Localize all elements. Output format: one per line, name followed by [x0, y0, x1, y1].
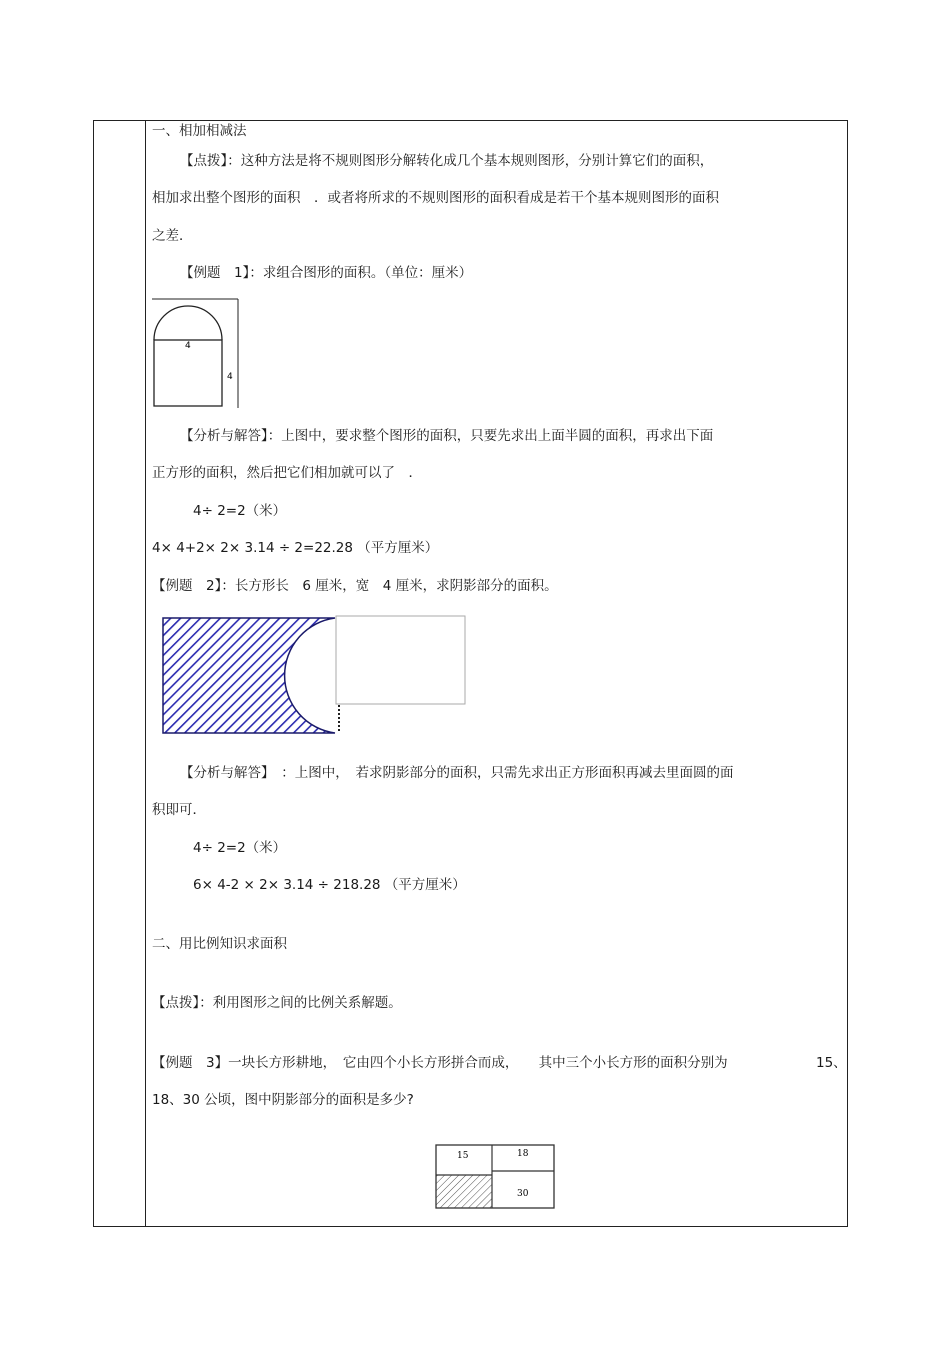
example3-title-line1-end: 15、	[816, 1055, 847, 1071]
figure1-semicircle	[154, 306, 222, 340]
example3-figure	[434, 1143, 558, 1211]
example2-analysis-line2: 积即可．	[152, 802, 206, 818]
section1-tip-line1: 【点拨】：这种方法是将不规则图形分解转化成几个基本规则图形，分别计算它们的面积，	[180, 153, 714, 169]
figure3-cell-top-left: 15	[457, 1151, 469, 1161]
example3-title-line2: 18、30 公顷，图中阴影部分的面积是多少?	[152, 1092, 414, 1108]
section2-heading: 二、用比例知识求面积	[152, 936, 287, 952]
example2-figure	[155, 613, 470, 738]
section1-tip-line2: 相加求出整个图形的面积 ．或者将所求的不规则图形的面积看成是若干个基本规则图形的面积	[152, 190, 719, 206]
example1-title: 【例题 1】：求组合图形的面积。（单位：厘米）	[180, 265, 473, 281]
example1-analysis-line1: 【分析与解答】：上图中，要求整个图形的面积，只要先求出上面半圆的面积，再求出下面	[180, 428, 714, 444]
section2-tip: 【点拨】：利用图形之间的比例关系解题。	[152, 995, 402, 1011]
example2-title: 【例题 2】：长方形长 6 厘米，宽 4 厘米，求阴影部分的面积。	[152, 578, 558, 594]
figure3-shaded-cell	[436, 1175, 492, 1208]
figure2-shaded-region	[163, 618, 335, 733]
example2-analysis-line1: 【分析与解答】 ：上图中， 若求阴影部分的面积，只需先求出正方形面积再减去里面圆的面	[180, 765, 734, 781]
figure1-height-label: 4	[227, 372, 233, 382]
figure3-cell-bottom-right: 30	[517, 1189, 529, 1199]
section1-tip-line3: 之差．	[152, 228, 193, 244]
example2-calc2: 6× 4-2 × 2× 3.14 ÷ 218.28 （平方厘米）	[193, 877, 466, 893]
example1-calc2: 4× 4+2× 2× 3.14 ÷ 2=22.28 （平方厘米）	[152, 540, 439, 556]
table-column-divider	[145, 121, 146, 1226]
example1-analysis-line2: 正方形的面积，然后把它们相加就可以了 ．	[152, 465, 422, 481]
figure3-cell-top-right: 18	[517, 1149, 529, 1159]
example2-calc1: 4÷ 2=2（米）	[193, 840, 287, 856]
figure2-square-outline	[336, 616, 465, 704]
figure1-width-label: 4	[185, 341, 191, 351]
example3-title-line1: 【例题 3】一块长方形耕地， 它由四个小长方形拼合而成， 其中三个小长方形的面积分别为	[152, 1055, 728, 1071]
example1-figure	[150, 296, 242, 410]
example1-calc1: 4÷ 2=2（米）	[193, 503, 287, 519]
section1-heading: 一、相加相减法	[152, 123, 247, 139]
